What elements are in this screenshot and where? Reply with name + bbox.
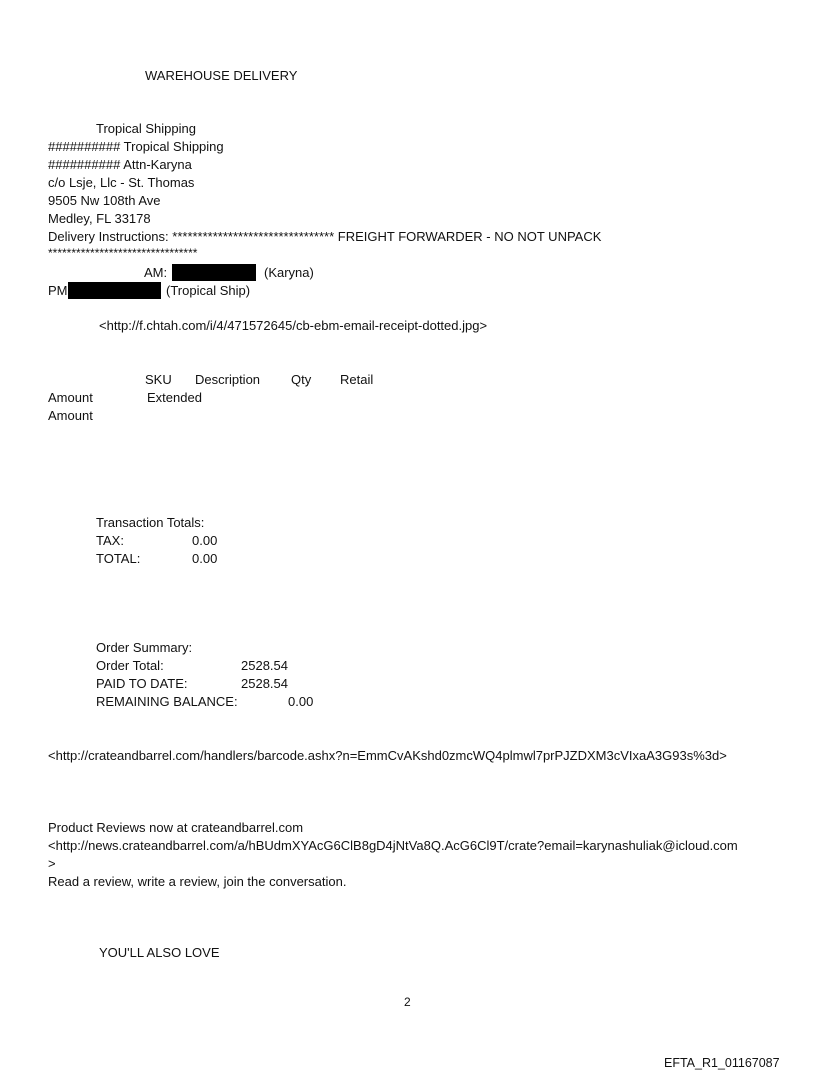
header-qty: Qty <box>291 372 312 387</box>
reviews-title: Product Reviews now at crateandbarrel.com <box>48 820 304 835</box>
reviews-tagline: Read a review, write a review, join the conversation. <box>48 874 347 889</box>
address-city: Medley, FL 33178 <box>48 211 151 226</box>
header-description: Description <box>195 372 261 387</box>
header-amount: Amount <box>48 390 93 405</box>
header-amount: Amount <box>48 408 93 423</box>
document-id: EFTA_R1_01167087 <box>664 1056 780 1070</box>
address-line-3: c/o Lsje, Llc - St. Thomas <box>48 175 195 190</box>
delivery-instructions: Delivery Instructions: ******************************** FREIGHT FORWARDER - NO NOT UNPACK <box>48 229 602 244</box>
paid-to-date-label: PAID TO DATE: <box>96 676 188 691</box>
tax-label: TAX: <box>96 533 124 548</box>
paid-to-date-value: 2528.54 <box>241 676 288 691</box>
header-extended: Extended <box>147 390 202 405</box>
address-street: 9505 Nw 108th Ave <box>48 193 161 208</box>
header-sku: SKU <box>145 372 172 387</box>
address-line-1: ########## Tropical Shipping <box>48 139 224 154</box>
pm-label: PM <box>48 283 68 298</box>
receipt-image-link[interactable]: <http://f.chtah.com/i/4/471572645/cb-ebm-email-receipt-dotted.jpg> <box>99 318 488 333</box>
header-retail: Retail <box>340 372 374 387</box>
also-love-heading: YOU'LL ALSO LOVE <box>99 945 220 960</box>
order-total-label: Order Total: <box>96 658 164 673</box>
total-label: TOTAL: <box>96 551 141 566</box>
warehouse-delivery-heading: WAREHOUSE DELIVERY <box>145 68 298 83</box>
tax-value: 0.00 <box>192 533 218 548</box>
page-number: 2 <box>404 995 411 1009</box>
reviews-link[interactable]: <http://news.crateandbarrel.com/a/hBUdmXYAcG6ClB8gD4jNtVa8Q.AcG6Cl9T/crate?email=karynashuliak@icloud.com <box>48 838 738 853</box>
remaining-balance-label: REMAINING BALANCE: <box>96 694 238 709</box>
address-line-2: ########## Attn-Karyna <box>48 157 192 172</box>
am-label: AM: <box>144 265 168 280</box>
total-value: 0.00 <box>192 551 218 566</box>
order-summary-title: Order Summary: <box>96 640 193 655</box>
reviews-link-end: > <box>48 856 56 871</box>
transaction-totals-title: Transaction Totals: <box>96 515 205 530</box>
pm-name: (Tropical Ship) <box>166 283 251 298</box>
barcode-link[interactable]: <http://crateandbarrel.com/handlers/barcode.ashx?n=EmmCvAKshd0zmcWQ4plmwl7prPJZDXM3cVIxaA3G93s%3d> <box>48 748 727 763</box>
order-total-value: 2528.54 <box>241 658 288 673</box>
remaining-balance-value: 0.00 <box>288 694 314 709</box>
delivery-instructions-stars: ******************************** <box>48 246 198 260</box>
am-name: (Karyna) <box>264 265 314 280</box>
shipping-company: Tropical Shipping <box>96 121 196 136</box>
redaction-box <box>172 264 256 281</box>
redaction-box <box>68 282 161 299</box>
